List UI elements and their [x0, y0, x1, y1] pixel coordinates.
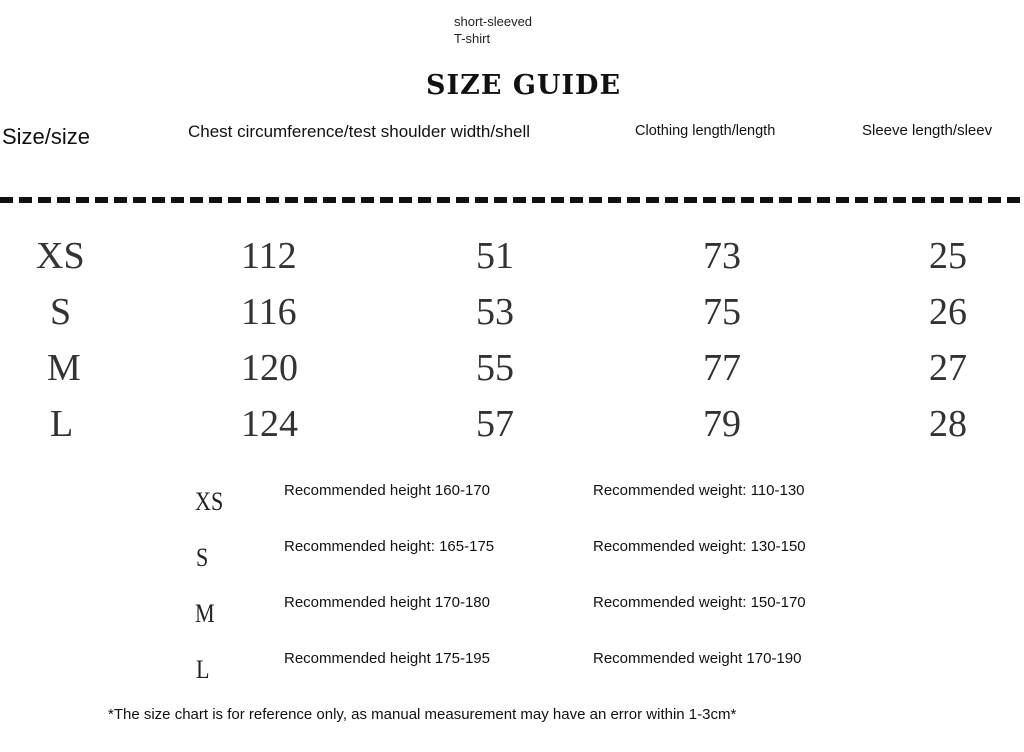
header-chest-shoulder: Chest circumference/test shoulder width/shell	[188, 122, 531, 141]
rec-size: M	[195, 599, 215, 628]
header-size: Size/size	[2, 124, 91, 149]
cell-chest: 120	[241, 347, 298, 389]
rec-height: Recommended height 175-195	[284, 650, 490, 667]
disclaimer-note: *The size chart is for reference only, as manual measurement may have an error within 1-3cm*	[108, 706, 737, 723]
cell-length: 77	[703, 347, 741, 389]
rec-height: Recommended height: 165-175	[284, 538, 495, 555]
cell-sleeve: 28	[929, 403, 967, 445]
rec-height: Recommended height 170-180	[284, 594, 490, 611]
cell-size: S	[50, 291, 72, 333]
rec-weight: Recommended weight: 130-150	[593, 538, 806, 555]
cell-size: XS	[36, 235, 85, 277]
rec-weight: Recommended weight 170-190	[593, 650, 802, 667]
cell-shoulder: 57	[476, 403, 514, 445]
cell-chest: 124	[241, 403, 298, 445]
rec-size: L	[196, 655, 210, 684]
header-clothing-length: Clothing length/length	[635, 123, 776, 139]
cell-length: 73	[703, 235, 741, 277]
cell-chest: 112	[241, 235, 297, 277]
header-sleeve-length: Sleeve length/sleev	[862, 122, 993, 139]
product-type-line-1: short-sleeved	[454, 14, 533, 29]
cell-length: 79	[703, 403, 741, 445]
cell-sleeve: 26	[929, 291, 967, 333]
cell-size: L	[50, 403, 74, 445]
rec-height: Recommended height 160-170	[284, 482, 490, 499]
cell-shoulder: 55	[476, 347, 514, 389]
cell-shoulder: 51	[476, 235, 514, 277]
page-title: SIZE GUIDE	[426, 70, 622, 101]
cell-sleeve: 27	[929, 347, 967, 389]
rec-size: S	[196, 543, 209, 572]
rec-size: XS	[195, 487, 224, 516]
cell-size: M	[47, 347, 81, 389]
cell-length: 75	[703, 291, 741, 333]
rec-weight: Recommended weight: 150-170	[593, 594, 806, 611]
cell-shoulder: 53	[476, 291, 514, 333]
rec-weight: Recommended weight: 110-130	[593, 482, 805, 499]
product-type-line-2: T-shirt	[454, 31, 491, 46]
cell-chest: 116	[241, 291, 297, 333]
dashed-divider	[0, 197, 1024, 203]
cell-sleeve: 25	[929, 235, 967, 277]
